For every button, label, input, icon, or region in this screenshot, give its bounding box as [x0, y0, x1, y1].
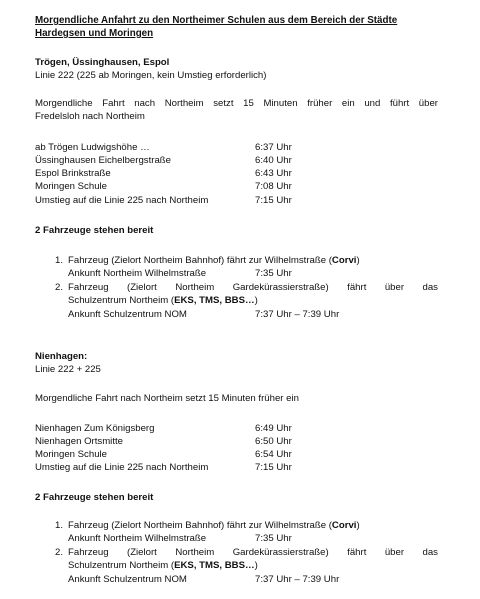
section2-vehicles-heading: 2 Fahrzeuge stehen bereit [35, 492, 154, 503]
section1-vehicles-heading: 2 Fahrzeuge stehen bereit [35, 225, 154, 236]
stop-name: Umstieg auf die Linie 225 nach Northeim [35, 195, 209, 206]
section1-paragraph-line2: Fredelsloh nach Northeim [35, 111, 145, 122]
stop-name: Nienhagen Zum Königsberg [35, 423, 155, 434]
stop-name: Umstieg auf die Linie 225 nach Northeim [35, 462, 209, 473]
stop-time: 6:50 Uhr [255, 436, 292, 447]
section2-paragraph: Morgendliche Fahrt nach Northeim setzt 15 Minuten früher ein [35, 393, 299, 404]
section2-line: Linie 222 + 225 [35, 364, 101, 375]
stop-name: Moringen Schule [35, 449, 107, 460]
stop-name: Espol Brinkstraße [35, 168, 111, 179]
stop-time: 7:15 Uhr [255, 195, 292, 206]
stop-time: 6:54 Uhr [255, 449, 292, 460]
vehicle1-text: Fahrzeug (Zielort Northeim Bahnhof) fährt zur Wilhelmstraße (Corvi) [68, 255, 360, 266]
list-number: 1. [55, 520, 64, 531]
stop-name: Moringen Schule [35, 181, 107, 192]
section1-paragraph-line1: Morgendliche Fahrt nach Northeim setzt 15 Minuten früher ein und führt über [35, 98, 438, 109]
stop-time: 7:08 Uhr [255, 181, 292, 192]
list-number: 2. [55, 282, 64, 293]
stop-time: 7:15 Uhr [255, 462, 292, 473]
section2-heading: Nienhagen: [35, 351, 88, 362]
section2-vehicle2-line2: Schulzentrum Northeim (EKS, TMS, BBS…) [68, 560, 258, 571]
title-line-2: Hardegsen und Moringen [35, 28, 154, 39]
section1-heading: Trögen, Üssinghausen, Espol [35, 57, 170, 68]
stop-name: Nienhagen Ortsmitte [35, 436, 123, 447]
list-number: 2. [55, 547, 64, 558]
section1-vehicle2-line2: Schulzentrum Northeim (EKS, TMS, BBS…) [68, 295, 258, 306]
stop-time: 6:37 Uhr [255, 142, 292, 153]
vehicle1-text: Fahrzeug (Zielort Northeim Bahnhof) fährt zur Wilhelmstraße (Corvi) [68, 520, 360, 531]
list-number: 1. [55, 255, 64, 266]
stop-time: 6:43 Uhr [255, 168, 292, 179]
stop-name: Üssinghausen Eichelbergstraße [35, 155, 171, 166]
document-page: Morgendliche Anfahrt zu den Northeimer Schulen aus dem Bereich der Städte Hardegsen und Moringen Trögen, Üssinghausen, Espol Linie 222 (225 ab Moringen, kein Umstieg erforderlich) Morgendliche Fahrt nach Northeim setzt 15 Minuten früher ein und führt über Fredelsloh nach Northeim ab Trögen Ludwigshöhe … 6:37 Uhr Üssinghausen Eichelbergstraße 6:40 Uhr Espol Brinkstraße 6:43 Uhr Moringen Schule 7:08 Uhr Umstieg auf die Linie 225 nach Northeim 7:15 Uhr 2 Fahrzeuge stehen bereit 1. Fahrzeug (Zielort Northeim Bahnhof) fährt zur Wilhelmstraße (Corvi) Ankunft Northeim Wilhelmstraße 7:35 Uhr 2. Fahrzeug (Zielort Northeim Gardekürassierstraße) fährt über das Schulzentrum Northeim (EKS, TMS, BBS…) Ankunft Schulzentrum NOM 7:37 Uhr – 7:39 Uhr Nienhagen: Linie 222 + 225 Morgendliche Fahrt nach Northeim setzt 15 Minuten früher ein Nienhagen Zum Königsberg 6:49 Uhr Nienhagen Ortsmitte 6:50 Uhr Moringen Schule 6:54 Uhr Umstieg auf die Linie 225 nach Northeim 7:15 Uhr 2 Fahrzeuge stehen bereit 1. Fahrzeug (Zielort Northeim Bahnhof) fährt zur Wilhelmstraße (Corvi) Ankunft Northeim Wilhelmstraße 7:35 Uhr 2. Fahrzeug (Zielort Northeim Gardekürassierstraße) fährt über das Schulzentrum Northeim (EKS, TMS, BBS…) Ankunft Schulzentrum NOM 7:37 Uhr – 7:39 Uhr [35, 15, 438, 585]
title-line-1: Morgendliche Anfahrt zu den Northeimer Schulen aus dem Bereich der Städte [35, 15, 398, 26]
stop-time: 6:49 Uhr [255, 423, 292, 434]
stop-name: ab Trögen Ludwigshöhe … [35, 142, 150, 153]
stop-time: 6:40 Uhr [255, 155, 292, 166]
section1-line: Linie 222 (225 ab Moringen, kein Umstieg erforderlich) [35, 70, 267, 81]
